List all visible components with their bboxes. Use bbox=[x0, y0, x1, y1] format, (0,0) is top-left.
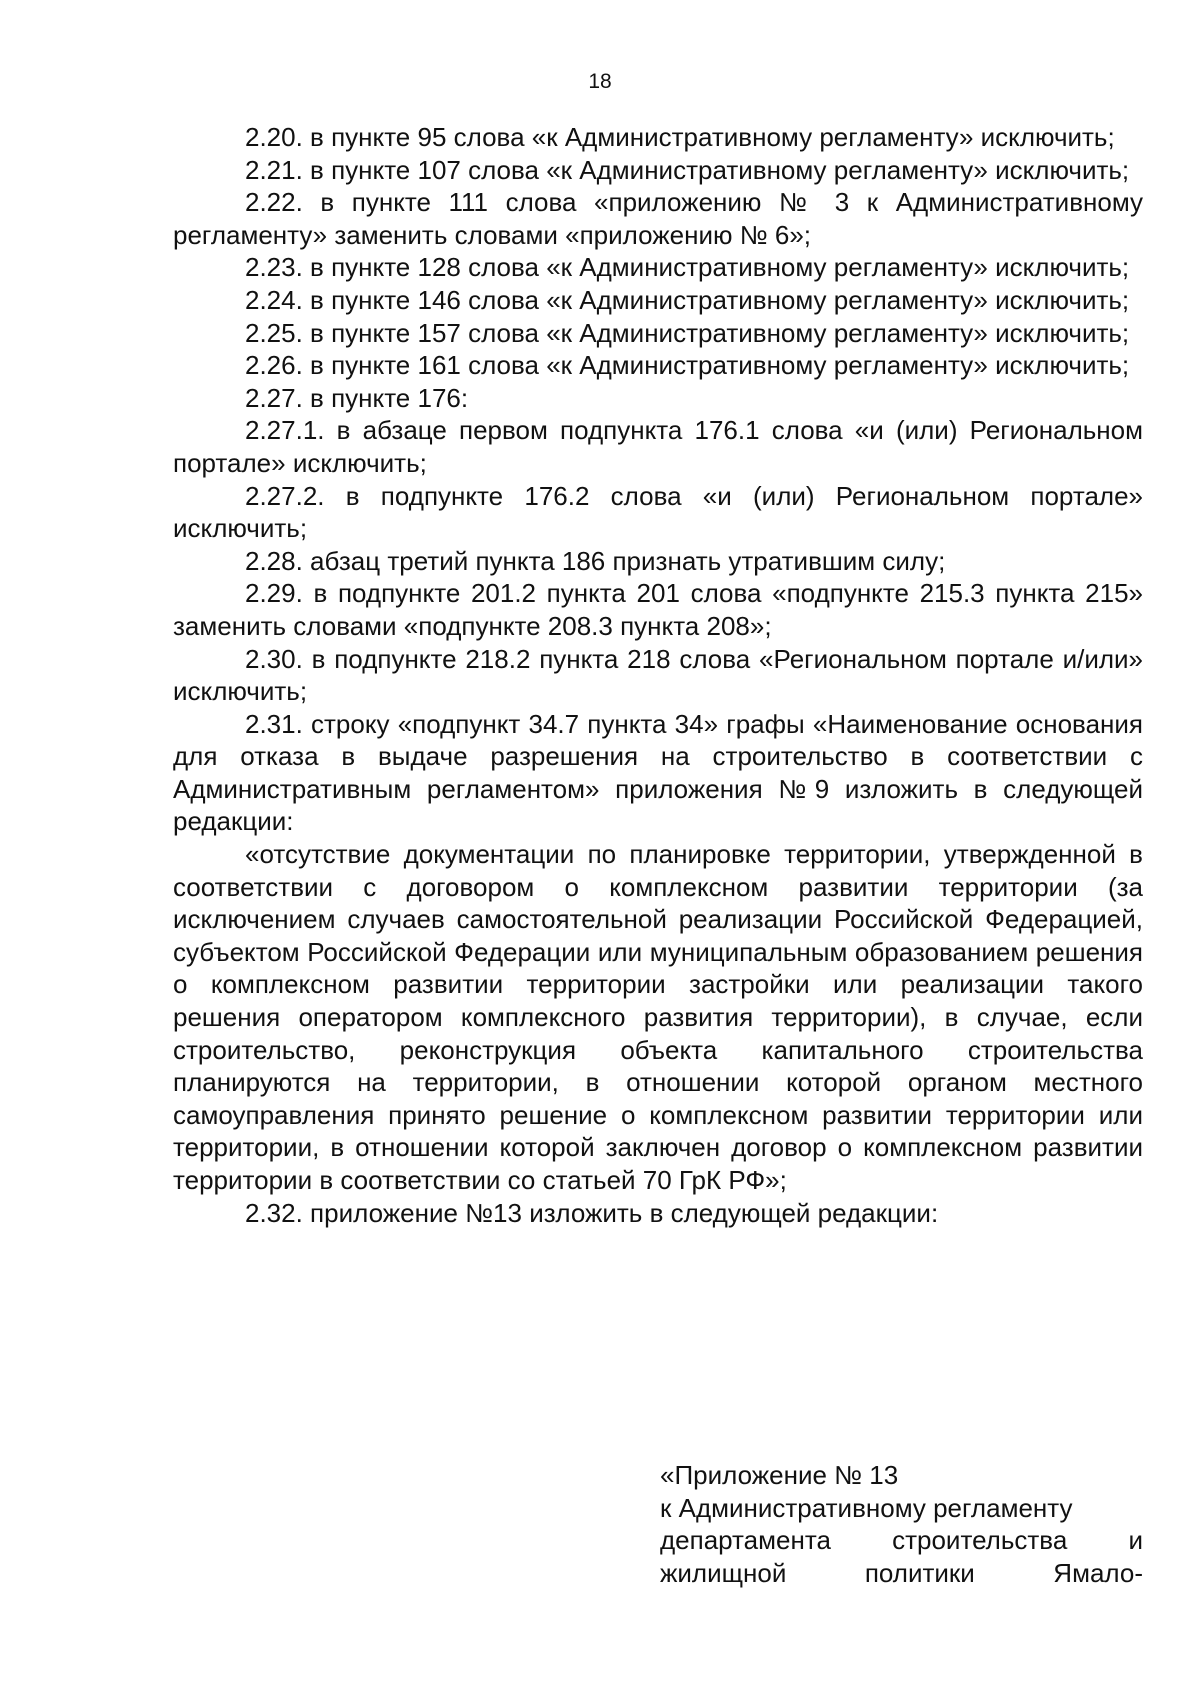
appendix-heading bbox=[660, 1459, 1143, 1589]
paragraph-2-21: 2.21. в пункте 107 слова «к Административному регламенту» исключить; bbox=[245, 154, 1130, 185]
paragraph-2-23: 2.23. в пункте 128 слова «к Административному регламенту» исключить; bbox=[245, 252, 1130, 283]
paragraph-2-27: 2.27. в пункте 176: bbox=[245, 382, 469, 413]
appendix-department: департамента строительства и bbox=[660, 1525, 1143, 1556]
appendix-reference: к Административному регламенту bbox=[660, 1492, 1073, 1523]
paragraph-2-27-2: 2.27.2. в подпункте 176.2 слова «и (или) Региональном портале» исключить; bbox=[173, 480, 1143, 544]
paragraph-2-31: 2.31. строку «подпункт 34.7 пункта 34» графы «Наименование основания для отказа в выдаче разрешения на строительство в соответствии с Административным регламентом» приложения №9 изложить в следующей редакции: bbox=[173, 708, 1143, 837]
paragraph-2-29: 2.29. в подпункте 201.2 пункта 201 слова «подпункте 215.3 пункта 215» заменить словами «подпункте 208.3 пункта 208»; bbox=[173, 578, 1143, 641]
quoted-replacement-text: «отсутствие документации по планировке территории, утвержденной в соответствии с договором о комплексном развитии территории (за исключением случаев самостоятельной реализации Российской Федерацией, субъектом Российской Федерации или муниципальным образованием решения о комплексном развитии территории застройки или реализации такого решения оператором комплексного развития территории), в случае, если строительство, реконструкция объекта капитального строительства планируются на территории, в отношении которой органом местного самоуправления принято решение о комплексном развитии территории или территории, в отношении которой заключен договор о комплексном развитии территории в соответствии со статьей 70 ГрК РФ»; bbox=[173, 839, 1143, 1195]
paragraph-2-20: 2.20. в пункте 95 слова «к Административному регламенту» исключить; bbox=[245, 122, 1115, 152]
appendix-title: «Приложение № 13 bbox=[660, 1460, 899, 1490]
paragraph-2-27-1: 2.27.1. в абзаце первом подпункта 176.1 слова «и (или) Региональном портале» исключить; bbox=[173, 415, 1143, 478]
paragraph-2-30: 2.30. в подпункте 218.2 пункта 218 слова «Региональном портале и/или» исключить; bbox=[173, 643, 1143, 707]
document-body bbox=[173, 121, 1143, 1229]
paragraph-2-32: 2.32. приложение №13 изложить в следующей редакции: bbox=[245, 1197, 939, 1228]
paragraph-2-25: 2.25. в пункте 157 слова «к Административному регламенту» исключить; bbox=[245, 317, 1130, 348]
paragraph-2-24: 2.24. в пункте 146 слова «к Административному регламенту» исключить; bbox=[245, 284, 1130, 315]
paragraph-2-28: 2.28. абзац третий пункта 186 признать утратившим силу; bbox=[245, 545, 946, 576]
appendix-department-continued: жилищной политики Ямало- bbox=[660, 1557, 1143, 1588]
paragraph-2-26: 2.26. в пункте 161 слова «к Административному регламенту» исключить; bbox=[245, 350, 1130, 381]
paragraph-2-22: 2.22. в пункте 111 слова «приложению № 3 к Административному регламенту» заменить словами «приложению № 6»; bbox=[173, 187, 1143, 250]
page-number: 18 bbox=[588, 70, 612, 93]
